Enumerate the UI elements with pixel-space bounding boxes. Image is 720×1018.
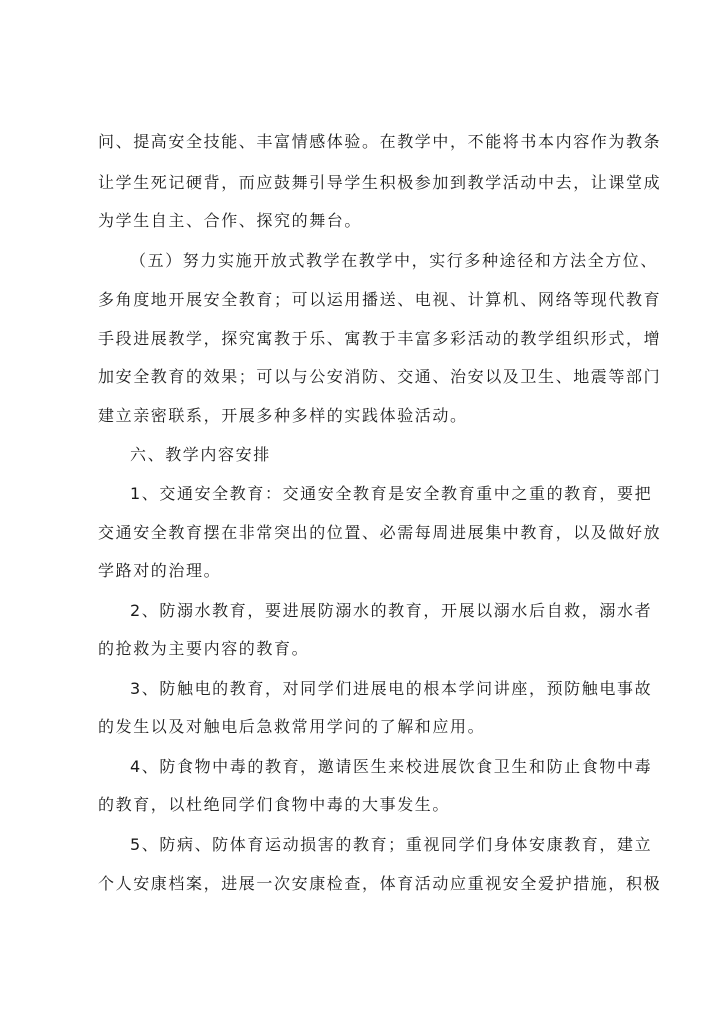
text-line: 的教育，以杜绝同学们食物中毒的大事发生。	[98, 795, 451, 814]
text-line: 为学生自主、合作、探究的舞台。	[98, 211, 363, 230]
text-line: 学路对的治理。	[98, 561, 222, 580]
text-line: 2、防溺水教育，要进展防溺水的教育，开展以溺水后自救，溺水者	[130, 601, 653, 620]
text-line: 4、防食物中毒的教育，邀请医生来校进展饮食卫生和防止食物中毒	[130, 757, 653, 776]
text-line: 加安全教育的效果；可以与公安消防、交通、治安以及卫生、地震等部门	[98, 367, 662, 386]
text-line: 交通安全教育摆在非常突出的位置、必需每周进展集中教育，以及做好放	[98, 523, 662, 542]
text-line: 的发生以及对触电后急救常用学问的了解和应用。	[98, 717, 486, 736]
text-line: （五）努力实施开放式教学在教学中，实行多种途径和方法全方位、	[130, 251, 659, 270]
text-line: 让学生死记硬背，而应鼓舞引导学生积极参加到教学活动中去，让课堂成	[98, 173, 662, 192]
text-line: 问、提高安全技能、丰富情感体验。在教学中，不能将书本内容作为教条	[98, 132, 662, 151]
text-line: 的抢救为主要内容的教育。	[98, 639, 310, 658]
text-line: 建立亲密联系，开展多种多样的实践体验活动。	[98, 406, 468, 425]
text-line: 手段进展教学，探究寓教于乐、寓教于丰富多彩活动的教学组织形式，增	[98, 329, 662, 348]
text-line: 5、防病、防体育运动损害的教育；重视同学们身体安康教育，建立	[130, 835, 653, 854]
text-line: 1、交通安全教育：交通安全教育是安全教育重中之重的教育，要把	[130, 484, 653, 503]
text-line: 个人安康档案，进展一次安康检查，体育活动应重视安全爱护措施，积极	[98, 874, 662, 893]
section-heading: 六、教学内容安排	[130, 445, 271, 464]
text-line: 3、防触电的教育，对同学们进展电的根本学问讲座，预防触电事故	[130, 679, 653, 698]
text-line: 多角度地开展安全教育；可以运用播送、电视、计算机、网络等现代教育	[98, 290, 662, 309]
